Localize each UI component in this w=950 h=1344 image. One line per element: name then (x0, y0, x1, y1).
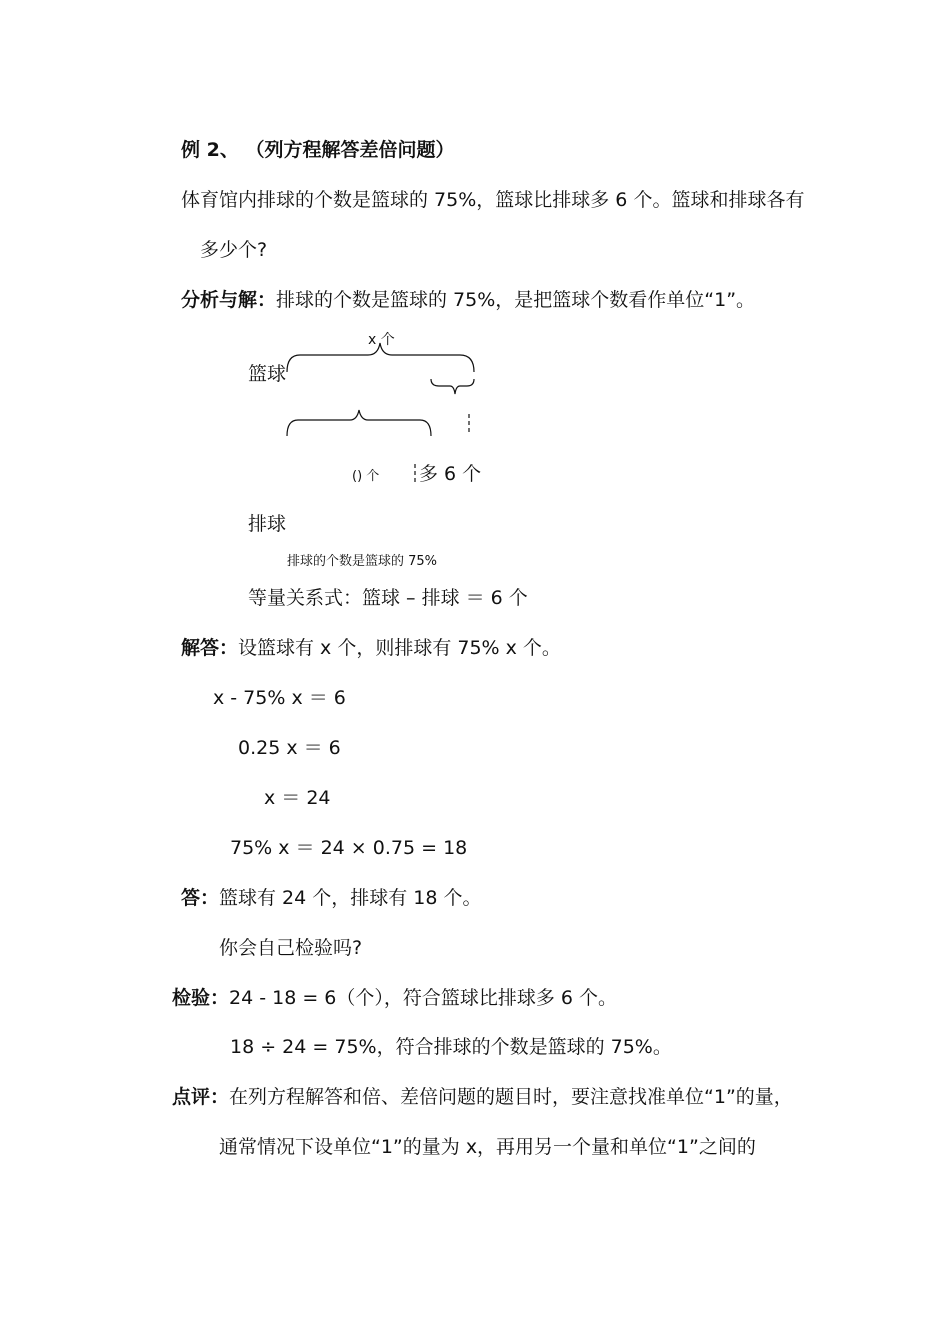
analysis-text: 排球的个数是篮球的 75%，是把篮球个数看作单位“1”。 (276, 289, 756, 311)
check-line-2: 18 ÷ 24 = 75%，符合排球的个数是篮球的 75%。 (230, 1036, 672, 1058)
equation-step-1: x - 75% x ＝ 6 (213, 687, 346, 709)
comment-label: 点评： (172, 1086, 230, 1108)
comment-line-2: 通常情况下设单位“1”的量为 x，再用另一个量和单位“1”之间的 (219, 1136, 756, 1158)
problem-line-1: 体育馆内排球的个数是篮球的 75%，篮球比排球多 6 个。篮球和排球各有 (181, 189, 805, 211)
analysis-label: 分析与解： (181, 289, 277, 311)
check-line-1 (172, 986, 617, 1010)
diagram-unknown-label: () 个 (352, 469, 380, 484)
equation-step-3: x ＝ 24 (264, 787, 331, 809)
brace-volleyball (287, 410, 431, 436)
answer-label: 答： (181, 887, 220, 909)
relation-line: 等量关系式：篮球 – 排球 ＝ 6 个 (248, 587, 528, 609)
equation-step-4: 75% x ＝ 24 × 0.75 = 18 (230, 837, 468, 859)
solution-text: 设篮球有 x 个，则排球有 75% x 个。 (238, 637, 561, 659)
brace-difference (431, 379, 474, 394)
diagram-basketball-label: 篮球 (248, 363, 287, 385)
answer-text: 篮球有 24 个，排球有 18 个。 (219, 887, 482, 909)
equation-step-2: 0.25 x ＝ 6 (238, 737, 341, 759)
solution-line (181, 636, 561, 660)
solution-label: 解答： (181, 637, 239, 659)
answer-line (181, 886, 482, 910)
check-text: 24 - 18 = 6（个），符合篮球比排球多 6 个。 (229, 987, 618, 1009)
check-prompt: 你会自己检验吗? (219, 937, 363, 959)
diagram-caption: 排球的个数是篮球的 75% (287, 554, 438, 569)
diagram-more-label: 多 6 个 (419, 463, 482, 485)
diagram-volleyball-label: 排球 (248, 513, 287, 535)
problem-line-2: 多少个? (200, 239, 268, 261)
check-label: 检验： (172, 987, 230, 1009)
example-heading: 例 2、 （列方程解答差倍问题） (181, 139, 455, 161)
comment-text: 在列方程解答和倍、差倍问题的题目时，要注意找准单位“1”的量， (229, 1086, 793, 1108)
diagram-x-label: x 个 (368, 332, 395, 348)
comment-line-1 (172, 1085, 793, 1109)
